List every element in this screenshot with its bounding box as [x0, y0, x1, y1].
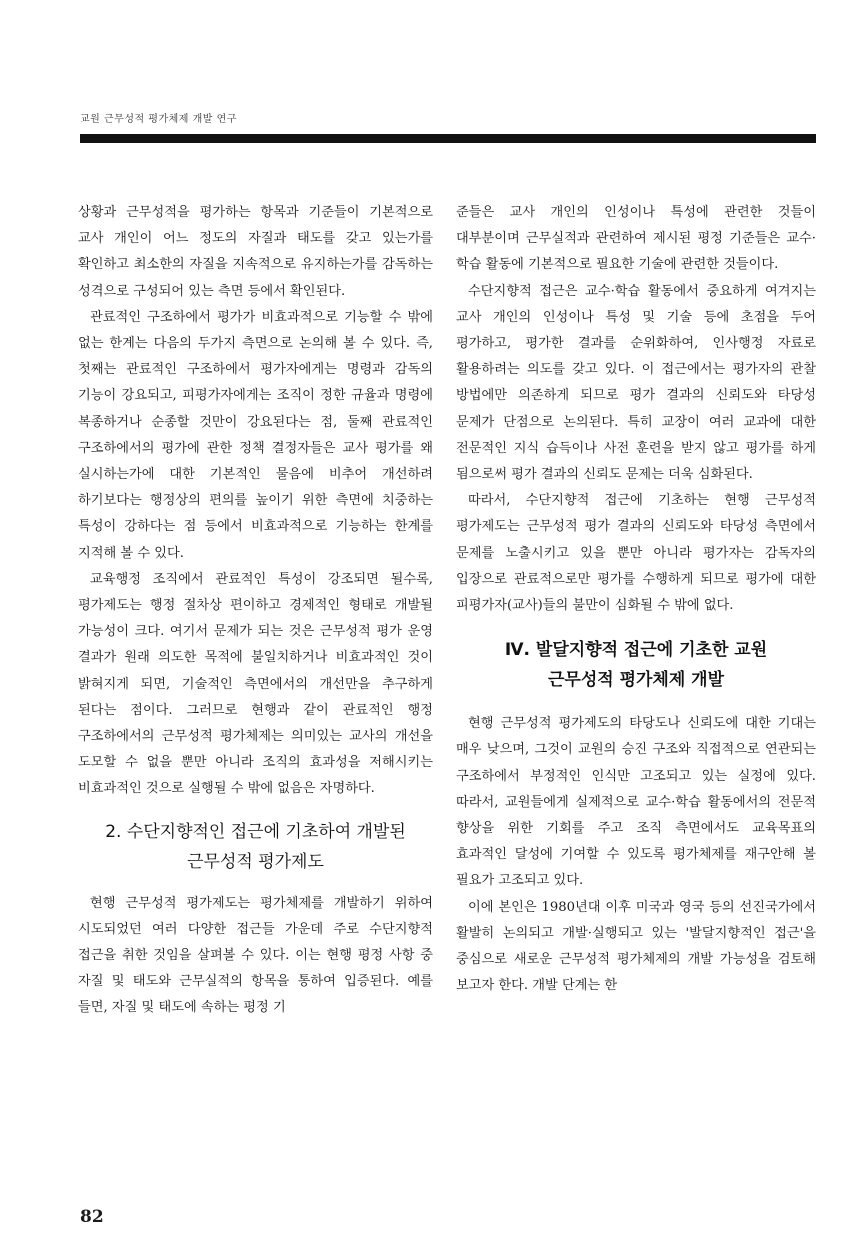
- right-paragraph-2: 수단지향적 접근은 교수·학습 활동에서 중요하게 여겨지는 교사 개인의 인성이나 특성 및 기술 등에 초점을 두어 평가하고, 평가한 결과를 순위화하여, 인사행정 자료로 활용하려는 의도를 갖고 있다. 이 접근에서는 평가자의 관찰 방법에만 의존하게 되므로 평가 결과의 신뢰도와 타당성 문제가 단점으로 논의된다. 특히 교장이 여러 교과에 대한 전문적인 지식 습득이나 사전 훈련을 받지 않고 평가를 하게 됨으로써 평가 결과의 신뢰도 문제는 더욱 심화된다.: [456, 283, 816, 483]
- section-heading-2-line-2: 근무성적 평가제도: [187, 851, 324, 872]
- section-heading-2-line-1: 2. 수단지향적인 접근에 기초하여 개발된: [105, 821, 406, 842]
- section-heading-iv-line-1: Ⅳ. 발달지향적 접근에 기초한 교원: [504, 640, 768, 661]
- header-rule: [80, 134, 816, 143]
- section-heading-iv-line-2: 근무성적 평가체제 개발: [547, 670, 725, 691]
- section-heading-iv: [456, 619, 816, 711]
- right-column: [456, 200, 816, 999]
- left-paragraph-1: 상황과 근무성적을 평가하는 항목과 기준들이 기본적으로 교사 개인이 어느 정도의 자질과 태도를 갖고 있는가를 확인하고 최소한의 자질을 지속적으로 유지하는가를 감독하는 성격으로 구성되어 있는 측면 등에서 확인된다.: [78, 205, 433, 299]
- running-header: 교원 근무성적 평가체제 개발 연구: [80, 114, 237, 125]
- right-paragraph-3: 따라서, 수단지향적 접근에 기초하는 현행 근무성적 평가제도는 근무성적 평가 결과의 신뢰도와 타당성 측면에서 문제를 노출시키고 있을 뿐만 아니라 평가자는 감독자의 입장으로 관료적으로만 평가를 수행하게 되므로 평가에 대한 피평가자(교사)들의 불만이 심화될 수 밖에 없다.: [456, 493, 816, 614]
- right-paragraph-4: 현행 근무성적 평가제도의 타당도나 신뢰도에 대한 기대는 매우 낮으며, 그것이 교원의 승진 구조와 직접적으로 연관되는 구조하에서 부정적인 인식만 고조되고 있는 실정에 있다. 따라서, 교원들에게 실제적으로 교수·학습 활동에서의 전문적 향상을 위한 기회를 주고 조직 측면에서도 교육목표의 효과적인 달성에 기여할 수 있도록 평가체제를 재구안해 볼 필요가 고조되고 있다.: [456, 716, 816, 889]
- right-paragraph-1: 준들은 교사 개인의 인성이나 특성에 관련한 것들이 대부분이며 근무실적과 관련하여 제시된 평정 기준들은 교수·학습 활동에 기본적으로 필요한 기술에 관련한 것들이다.: [456, 205, 816, 273]
- page-number: 82: [80, 1207, 104, 1227]
- left-paragraph-3: 교육행정 조직에서 관료적인 특성이 강조되면 될수록, 평가제도는 행정 절차상 편이하고 경제적인 형태로 개발될 가능성이 크다. 여기서 문제가 되는 것은 근무성적 평가 운영 결과가 원래 의도한 목적에 불일치하거나 비효과적인 것이 밝혀지게 되면, 기술적인 측면에서의 개선만을 추구하게 된다는 점이다. 그러므로 현행과 같이 관료적인 행정 구조하에서의 근무성적 평가체제는 의미있는 교사의 개선을 도모할 수 없을 뿐만 아니라 조직의 효과성을 저해시키는 비효과적인 것으로 실행될 수 밖에 없음은 자명하다.: [78, 571, 433, 797]
- left-column: [78, 200, 433, 1022]
- left-paragraph-4: 현행 근무성적 평가제도는 평가체제를 개발하기 위하여 시도되었던 여러 다양한 접근들 가운데 주로 수단지향적 접근을 취한 것임을 살펴볼 수 있다. 이는 현행 평정 사항 중 자질 및 태도와 근무실적의 항목을 통하여 입증된다. 예를 들면, 자질 및 태도에 속하는 평정 기: [78, 895, 433, 1016]
- left-paragraph-2: 관료적인 구조하에서 평가가 비효과적으로 기능할 수 밖에 없는 한계는 다음의 두가지 측면으로 논의해 볼 수 있다. 즉, 첫째는 관료적인 구조하에서 평가자에게는 명령과 감독의 기능이 강요되고, 피평가자에게는 조직이 정한 규율과 명령에 복종하거나 순종할 것만이 강요된다는 점, 둘째 관료적인 구조하에서의 평가에 관한 정책 결정자들은 교사 평가를 왜 실시하는가에 대한 기본적인 물음에 비추어 개선하려 하기보다는 행정상의 편의를 높이기 위한 측면에 치중하는 특성이 강하다는 점 등에서 비효과적으로 기능하는 한계를 지적해 볼 수 있다.: [78, 309, 433, 561]
- section-heading-2: [78, 803, 433, 891]
- right-paragraph-5: 이에 본인은 1980년대 이후 미국과 영국 등의 선진국가에서 활발히 논의되고 개발·실행되고 있는 '발달지향적인 접근'을 중심으로 새로운 근무성적 평가체제의 개발 가능성을 검토해 보고자 한다. 개발 단계는 한: [456, 899, 816, 994]
